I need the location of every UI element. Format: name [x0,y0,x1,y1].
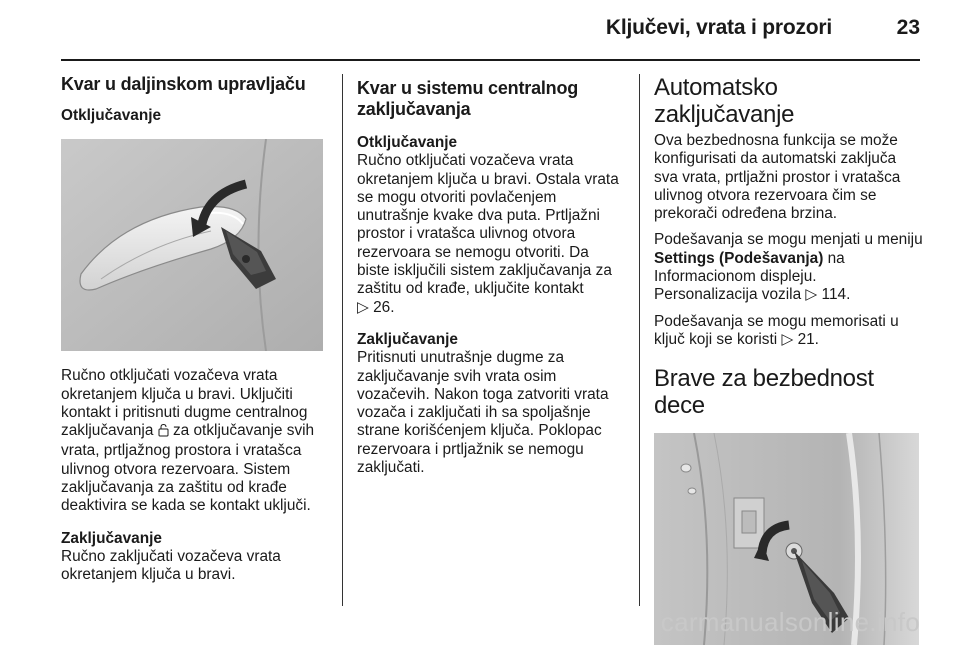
page-ref-arrow-icon: ▷ [781,330,794,348]
page-ref-arrow-icon: ▷ [357,298,369,316]
paragraph-lock: Pritisnuti unutrašnje dugme za zaključavanje svih vrata osim vozačevih. Nakon toga zatvoriti vrata vozača i zaključati ih sa spoljašnje strane korišćenjem ključa. Poklopac rezervoara i prtljažnik se nemogu zaključati. [357,349,609,477]
page-ref-arrow-icon: ▷ [805,286,818,304]
paragraph-unlock: Ručno otključati vozačeva vrata okretanjem ključa u bravi. Ostala vrata se mogu otvoriti povlačenjem unutrašnje kvake dva puta. Prtljažni prostor i vratašca ulivnog otvora rezervoara se nemogu otvoriti. Da biste isključili sistem zaključavanja za zaštitu od krađe, uključite kontakt ▷ 26. [357,152,619,316]
page-number: 23 [896,16,920,39]
column-3 [654,74,924,645]
section-heading: Kvar u sistemu centralnog zaključavanja [357,78,579,119]
column-2 [357,78,625,477]
paragraph-memory: Podešavanja se mogu memorisati u ključ koji se koristi ▷ 21. [654,312,899,348]
subheading-unlock: Otključavanje [61,107,162,124]
paragraph-auto-lock: Ova bezbednosna funkcija se može konfigurisati da automatski zaključa sva vrata, prtljažni prostor i vratašca ulivnog otvora rezervoara čim se prekorači određena brzina. [654,132,901,223]
paragraph-settings: Podešavanja se mogu menjati u meniju Settings (Podešavanja) na Informacionom displeju. Personalizacija vozila ▷ 114. [654,231,923,304]
header-rule [61,59,920,61]
watermark: carmanualsonline.info [660,607,920,637]
paragraph-lock: Ručno zaključati vozačeva vrata okretanjem ključa u bravi. [61,547,281,584]
subheading-unlock: Otključavanje [357,134,458,151]
subheading-lock: Zaključavanje [357,330,458,348]
column-divider-2 [639,74,640,606]
header-title: Ključevi, vrata i prozori [605,16,832,39]
lock-icon [158,423,169,442]
section-heading-auto-lock: Automatsko zaključavanje [654,74,795,128]
door-handle-key-image [61,139,323,351]
section-heading: Kvar u daljinskom upravljaču [61,74,306,94]
column-divider-1 [342,74,343,606]
paragraph-unlock: Ručno otključati vozačeva vrata okretanjem ključa u bravi. Uključiti kontakt i pritisnuti dugme centralnog zaključavanja za otključavanje svih vrata, prtljažnog prostora i vratašca ulivnog otvora rezervoara. Sistem zaključavanja za zaštitu od krađe deaktivira se kada se kontakt uključi. [61,367,315,515]
subheading-lock: Zaključavanje [61,529,162,547]
column-1 [61,74,329,585]
door-handle-key-illustration [61,139,323,351]
section-heading-child-locks: Brave za bezbednost dece [654,365,874,420]
